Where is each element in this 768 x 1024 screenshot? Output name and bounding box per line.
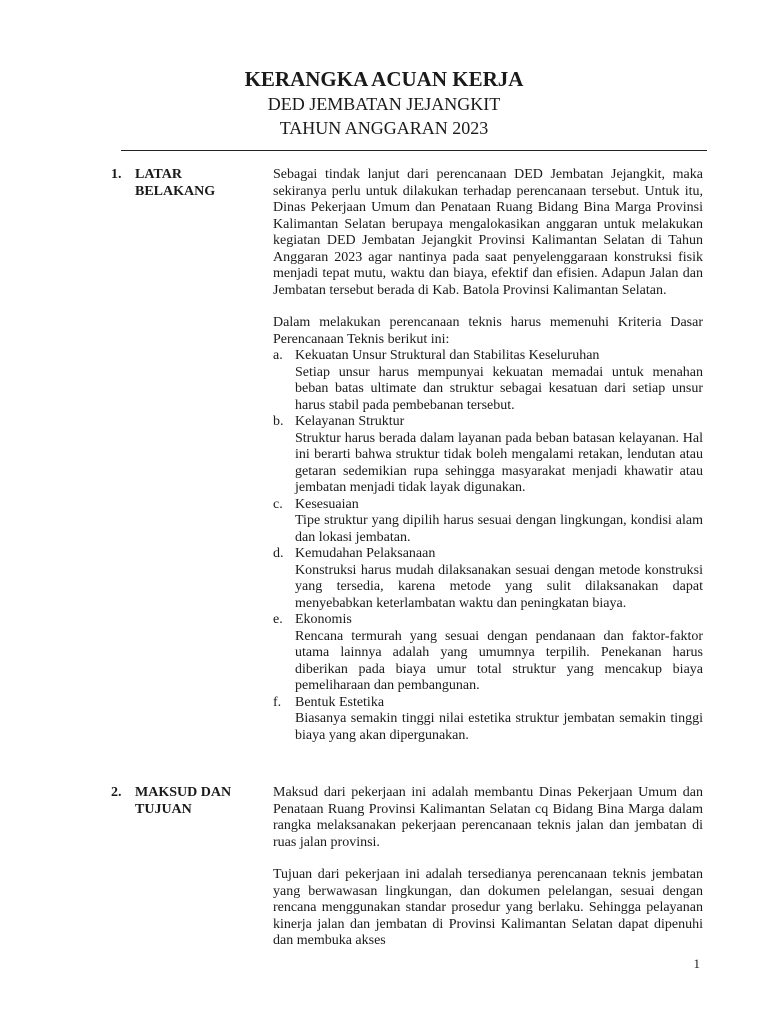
criteria-body: Tipe struktur yang dipilih harus sesuai dengan lingkungan, kondisi alam dan lokasi jembatan. [295,513,703,545]
criteria-letter: a. [273,348,283,363]
criteria-letter: b. [273,414,284,429]
criteria-letter: e. [273,612,283,627]
paragraph: Maksud dari pekerjaan ini adalah membantu Dinas Pekerjaan Umum dan Penataan Ruang Provinsi Kalimantan Selatan cq Bidang Bina Marga dalam rangka melaksanakan pekerjaan perencanaan teknis jalan dan jembatan di ruas jalan provinsi. [273,785,703,850]
page-number: 1 [693,956,700,971]
section-number: 2. [111,785,122,800]
criteria-list [273,348,703,744]
section-heading: LATAR BELAKANG [135,167,216,199]
criteria-body: Biasanya semakin tinggi nilai estetika struktur jembatan semakin tinggi biaya yang akan dipergunakan. [295,711,703,743]
criteria-item [273,497,703,547]
criteria-item [273,612,703,695]
criteria-title: Kekuatan Unsur Struktural dan Stabilitas Keseluruhan [295,348,600,363]
criteria-body: Rencana termurah yang sesuai dengan pendanaan dan faktor-faktor utama lainnya adalah yang umumnya terpilih. Penekanan harus diberikan pada biaya umur total struktur yang mencakup biaya pemeliharaan dan pembangunan. [295,628,703,693]
section-content [273,785,703,950]
criteria-item [273,695,703,745]
criteria-title: Kelayanan Struktur [295,414,405,429]
paragraph: Sebagai tindak lanjut dari perencanaan DED Jembatan Jejangkit, maka sekiranya perlu untuk dilakukan terhadap perencanaan tersebut. Untuk itu, Dinas Pekerjaan Umum dan Penataan Ruang Bidang Bina Marga Provinsi Kalimantan Selatan berupaya mengalokasikan anggaran untuk melakukan kegiatan DED Jembatan Jejangkit Provinsi Kalimantan Selatan di Tahun Anggaran 2023 agar nantinya pada saat penyelenggaraan konstruksi fisik menjadi tepat mutu, waktu dan biaya, efektif dan efisien. Adapun Jalan dan Jembatan tersebut berada di Kab. Batola Provinsi Kalimantan Selatan. [273,167,703,298]
header-divider [121,150,707,151]
criteria-title: Kesesuaian [295,496,359,512]
criteria-body: Setiap unsur harus mempunyai kekuatan memadai untuk menahan beban batas ultimate dan struktur sebagai kesatuan dari setiap unsur harus stabil pada pembebanan tersebut. [295,364,703,413]
document-title: KERANGKA ACUAN KERJA [244,67,524,91]
document-header [0,66,768,140]
criteria-body: Struktur harus berada dalam layanan pada beban batasan kelayanan. Hal ini berarti bahwa struktur tidak boleh mengalami retakan, lendutan atau getaran sedemikian rupa sehingga masyarakat menjadi khawatir atau jembatan menjadi tidak layak digunakan. [295,430,703,495]
paragraph: Dalam melakukan perencanaan teknis harus memenuhi Kriteria Dasar Perencanaan Teknis berikut ini: [273,315,703,347]
document-subtitle-year: TAHUN ANGGARAN 2023 [279,118,489,138]
criteria-item [273,348,703,414]
section-content [273,167,703,744]
section-heading: MAKSUD DAN TUJUAN [135,785,232,817]
criteria-body: Konstruksi harus mudah dilaksanakan sesuai dengan metode konstruksi yang tersedia, karena metode yang sulit dilaksanakan dapat menyebabkan keterlambatan waktu dan peningkatan biaya. [295,562,703,611]
document-subtitle-project: DED JEMBATAN JEJANGKIT [267,94,501,114]
paragraph: Tujuan dari pekerjaan ini adalah tersedianya perencanaan teknis jembatan yang berwawasan lingkungan, dan dokumen pelelangan, sesuai dengan rencana menggunakan standar prosedur yang berlaku. Sehingga pelayanan kinerja jalan dan jembatan di Provinsi Kalimantan Selatan dapat dipenuhi dan membuka akses [273,867,703,948]
criteria-item [273,414,703,497]
criteria-letter: c. [273,496,283,512]
section-number: 1. [111,167,122,182]
criteria-title: Ekonomis [295,612,352,627]
criteria-letter: d. [273,546,284,561]
criteria-title: Bentuk Estetika [295,694,385,710]
criteria-letter: f. [273,694,282,710]
criteria-item [273,546,703,612]
criteria-title: Kemudahan Pelaksanaan [295,546,436,561]
